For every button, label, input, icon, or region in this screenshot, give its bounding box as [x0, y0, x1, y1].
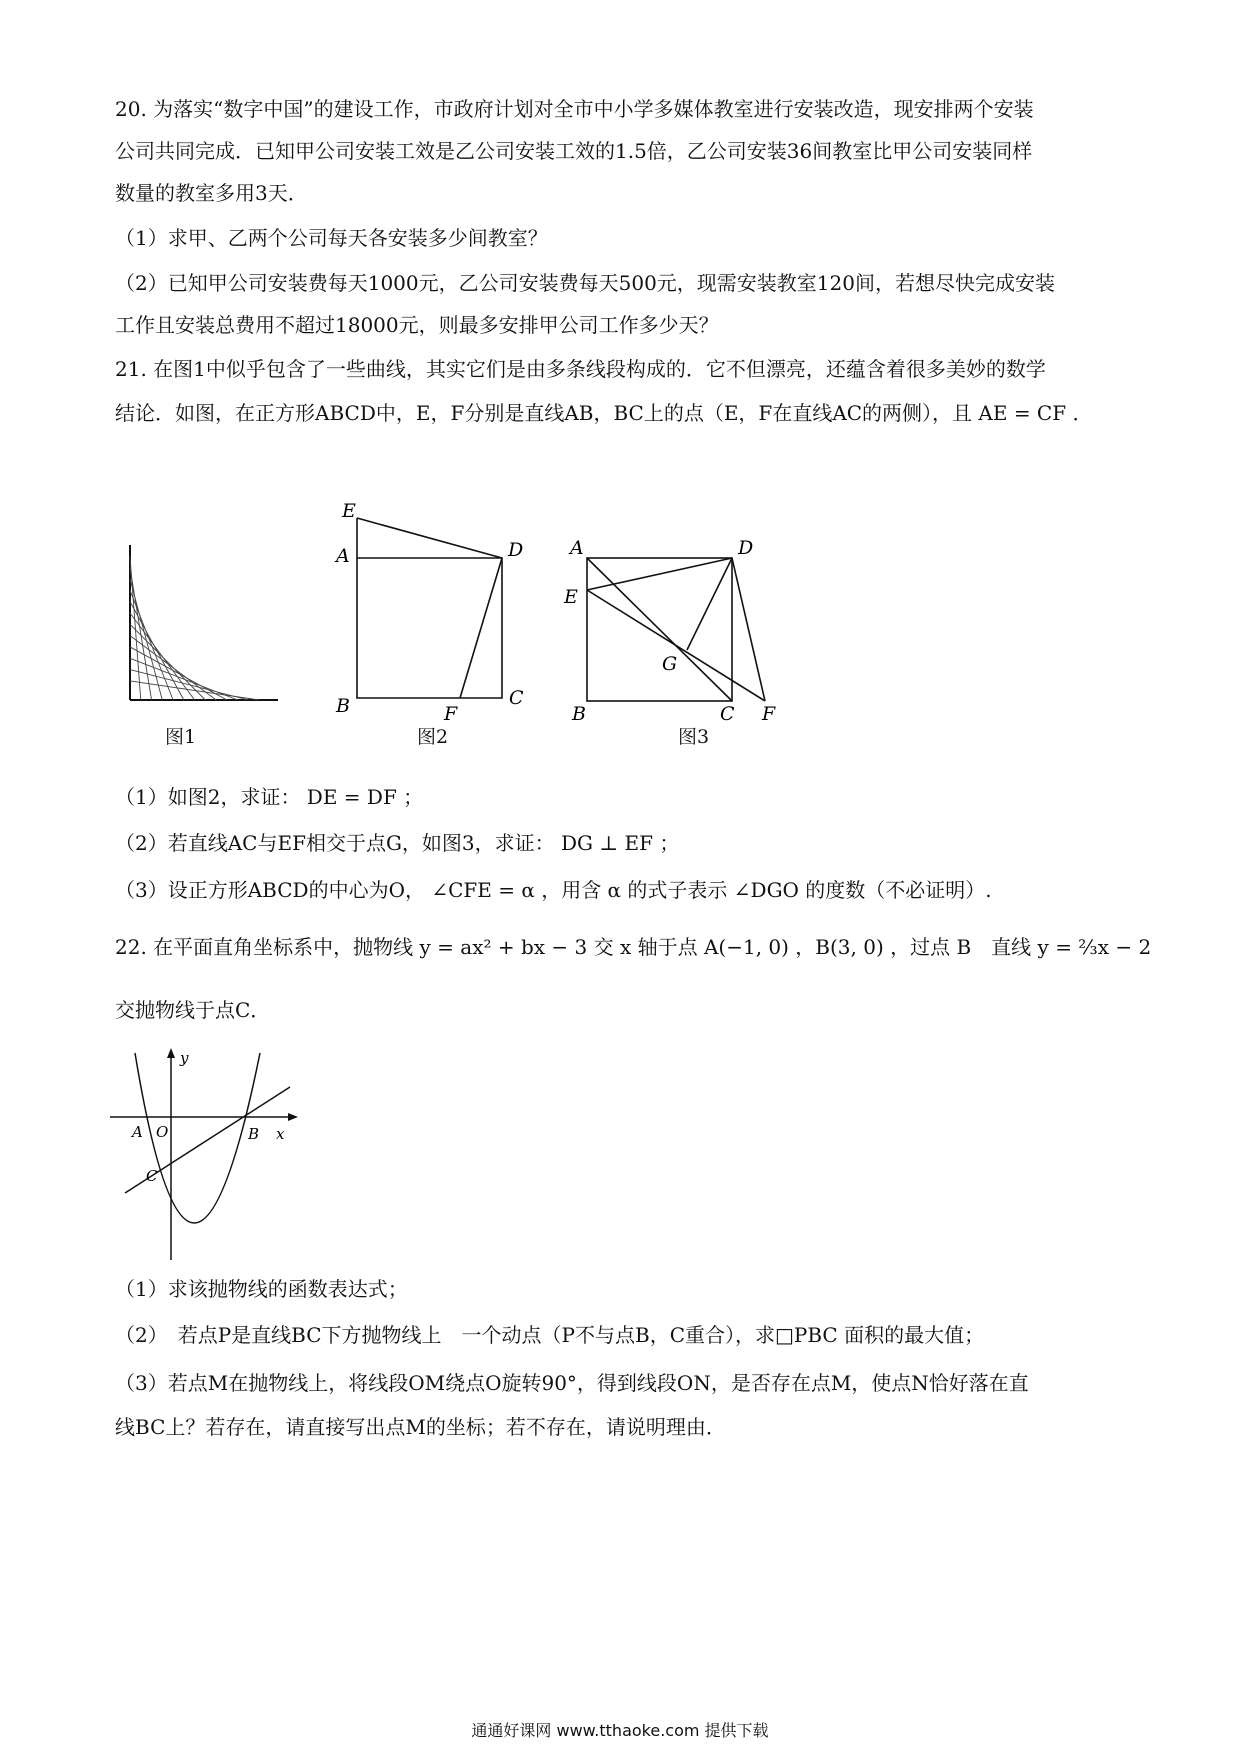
figure-1-caption: 图1	[165, 726, 197, 748]
fig3-label-A: A	[570, 537, 584, 559]
graph-label-C: C	[146, 1167, 158, 1185]
fig2-label-C: C	[509, 687, 524, 709]
q21-line-1: 21. 在图1中似乎包含了一些曲线，其实它们是由多条线段构成的．它不但漂亮，还蕴含着很多美妙的数学	[115, 357, 1046, 381]
figure-1	[128, 545, 288, 705]
graph-label-B: B	[248, 1125, 260, 1143]
fig3-label-B: B	[572, 703, 586, 725]
envelope-segment	[130, 658, 238, 700]
q22-part-3-line-2: 线BC上？若存在，请直接写出点M的坐标；若不存在，请说明理由．	[115, 1415, 726, 1439]
figure-2	[330, 498, 530, 728]
figure-3	[564, 537, 790, 725]
graph-label-y: y	[180, 1049, 189, 1067]
figure-1-drawing	[128, 545, 288, 705]
q20-part-2-line-2: 工作且安装总费用不超过18000元，则最多安排甲公司工作多少天？	[115, 313, 719, 337]
q21-part-1: （1）如图2，求证： DE = DF ；	[115, 785, 424, 809]
q21-part-3: （3）设正方形ABCD的中心为O， ∠CFE = α ，用含 α 的式子表示 ∠DGO 的度数（不必证明）.	[115, 878, 992, 902]
q20-part-2-line-1: （2）已知甲公司安装费每天1000元，乙公司安装费每天500元，现需安装教室120间，若想尽快完成安装	[115, 271, 1055, 295]
figure-3-caption: 图3	[678, 726, 710, 748]
fig3-label-E: E	[564, 586, 578, 608]
q22-graph	[110, 1045, 300, 1265]
envelope-segment	[130, 624, 205, 700]
envelope-segment	[130, 636, 216, 700]
fig2-label-A: A	[336, 545, 350, 567]
fig3-label-C: C	[720, 703, 735, 725]
q22-line-2: 交抛物线于点C．	[115, 998, 271, 1022]
fig2-label-B: B	[336, 695, 350, 717]
q22-part-1: （1）求该抛物线的函数表达式；	[115, 1277, 408, 1301]
figure-2-drawing	[330, 498, 530, 728]
q22-line-1: 22. 在平面直角坐标系中，抛物线 y = ax² + bx − 3 交 x 轴于点 A(−1, 0) ，B(3, 0) ，过点 B 直线 y = ⅔x − 2	[115, 935, 1152, 959]
fig2-label-E: E	[342, 500, 356, 522]
q22-graph-drawing	[110, 1045, 300, 1265]
fig2-label-D: D	[508, 539, 524, 561]
envelope-segment	[130, 568, 152, 700]
figure-2-caption: 图2	[417, 726, 449, 748]
q20-line-3: 数量的教室多用3天．	[115, 181, 308, 205]
q21-line-2: 结论．如图，在正方形ABCD中，E，F分别是直线AB，BC上的点（E，F在直线AC的两侧），且 AE = CF ．	[115, 401, 1093, 425]
q22-part-3-line-1: （3）若点M在抛物线上，将线段OM绕点O旋转90°，得到线段ON，是否存在点M，使点N恰好落在直	[115, 1371, 1029, 1395]
fig3-label-G: G	[662, 653, 678, 675]
fig3-label-D: D	[738, 537, 754, 559]
q22-part-2: （2） 若点P是直线BC下方抛物线上 一个动点（P不与点B，C重合），求□PBC 面积的最大值；	[115, 1323, 985, 1347]
page-footer: 通通好课网 www.tthaoke.com 提供下载	[471, 1721, 769, 1740]
fig2-label-F: F	[444, 703, 458, 725]
graph-label-x: x	[276, 1125, 285, 1143]
q20-line-2: 公司共同完成．已知甲公司安装工效是乙公司安装工效的1.5倍，乙公司安装36间教室比甲公司安装同样	[115, 139, 1033, 163]
q20-line-1: 20. 为落实“数字中国”的建设工作，市政府计划对全市中小学多媒体教室进行安装改造，现安排两个安装	[115, 97, 1034, 121]
graph-label-A: A	[132, 1123, 143, 1141]
graph-label-O: O	[156, 1123, 169, 1141]
q21-part-2: （2）若直线AC与EF相交于点G，如图3，求证： DG ⊥ EF ；	[115, 831, 680, 855]
fig3-label-F: F	[762, 703, 776, 725]
figure-3-drawing	[564, 537, 790, 725]
q20-part-1: （1）求甲、乙两个公司每天各安装多少间教室？	[115, 226, 548, 250]
